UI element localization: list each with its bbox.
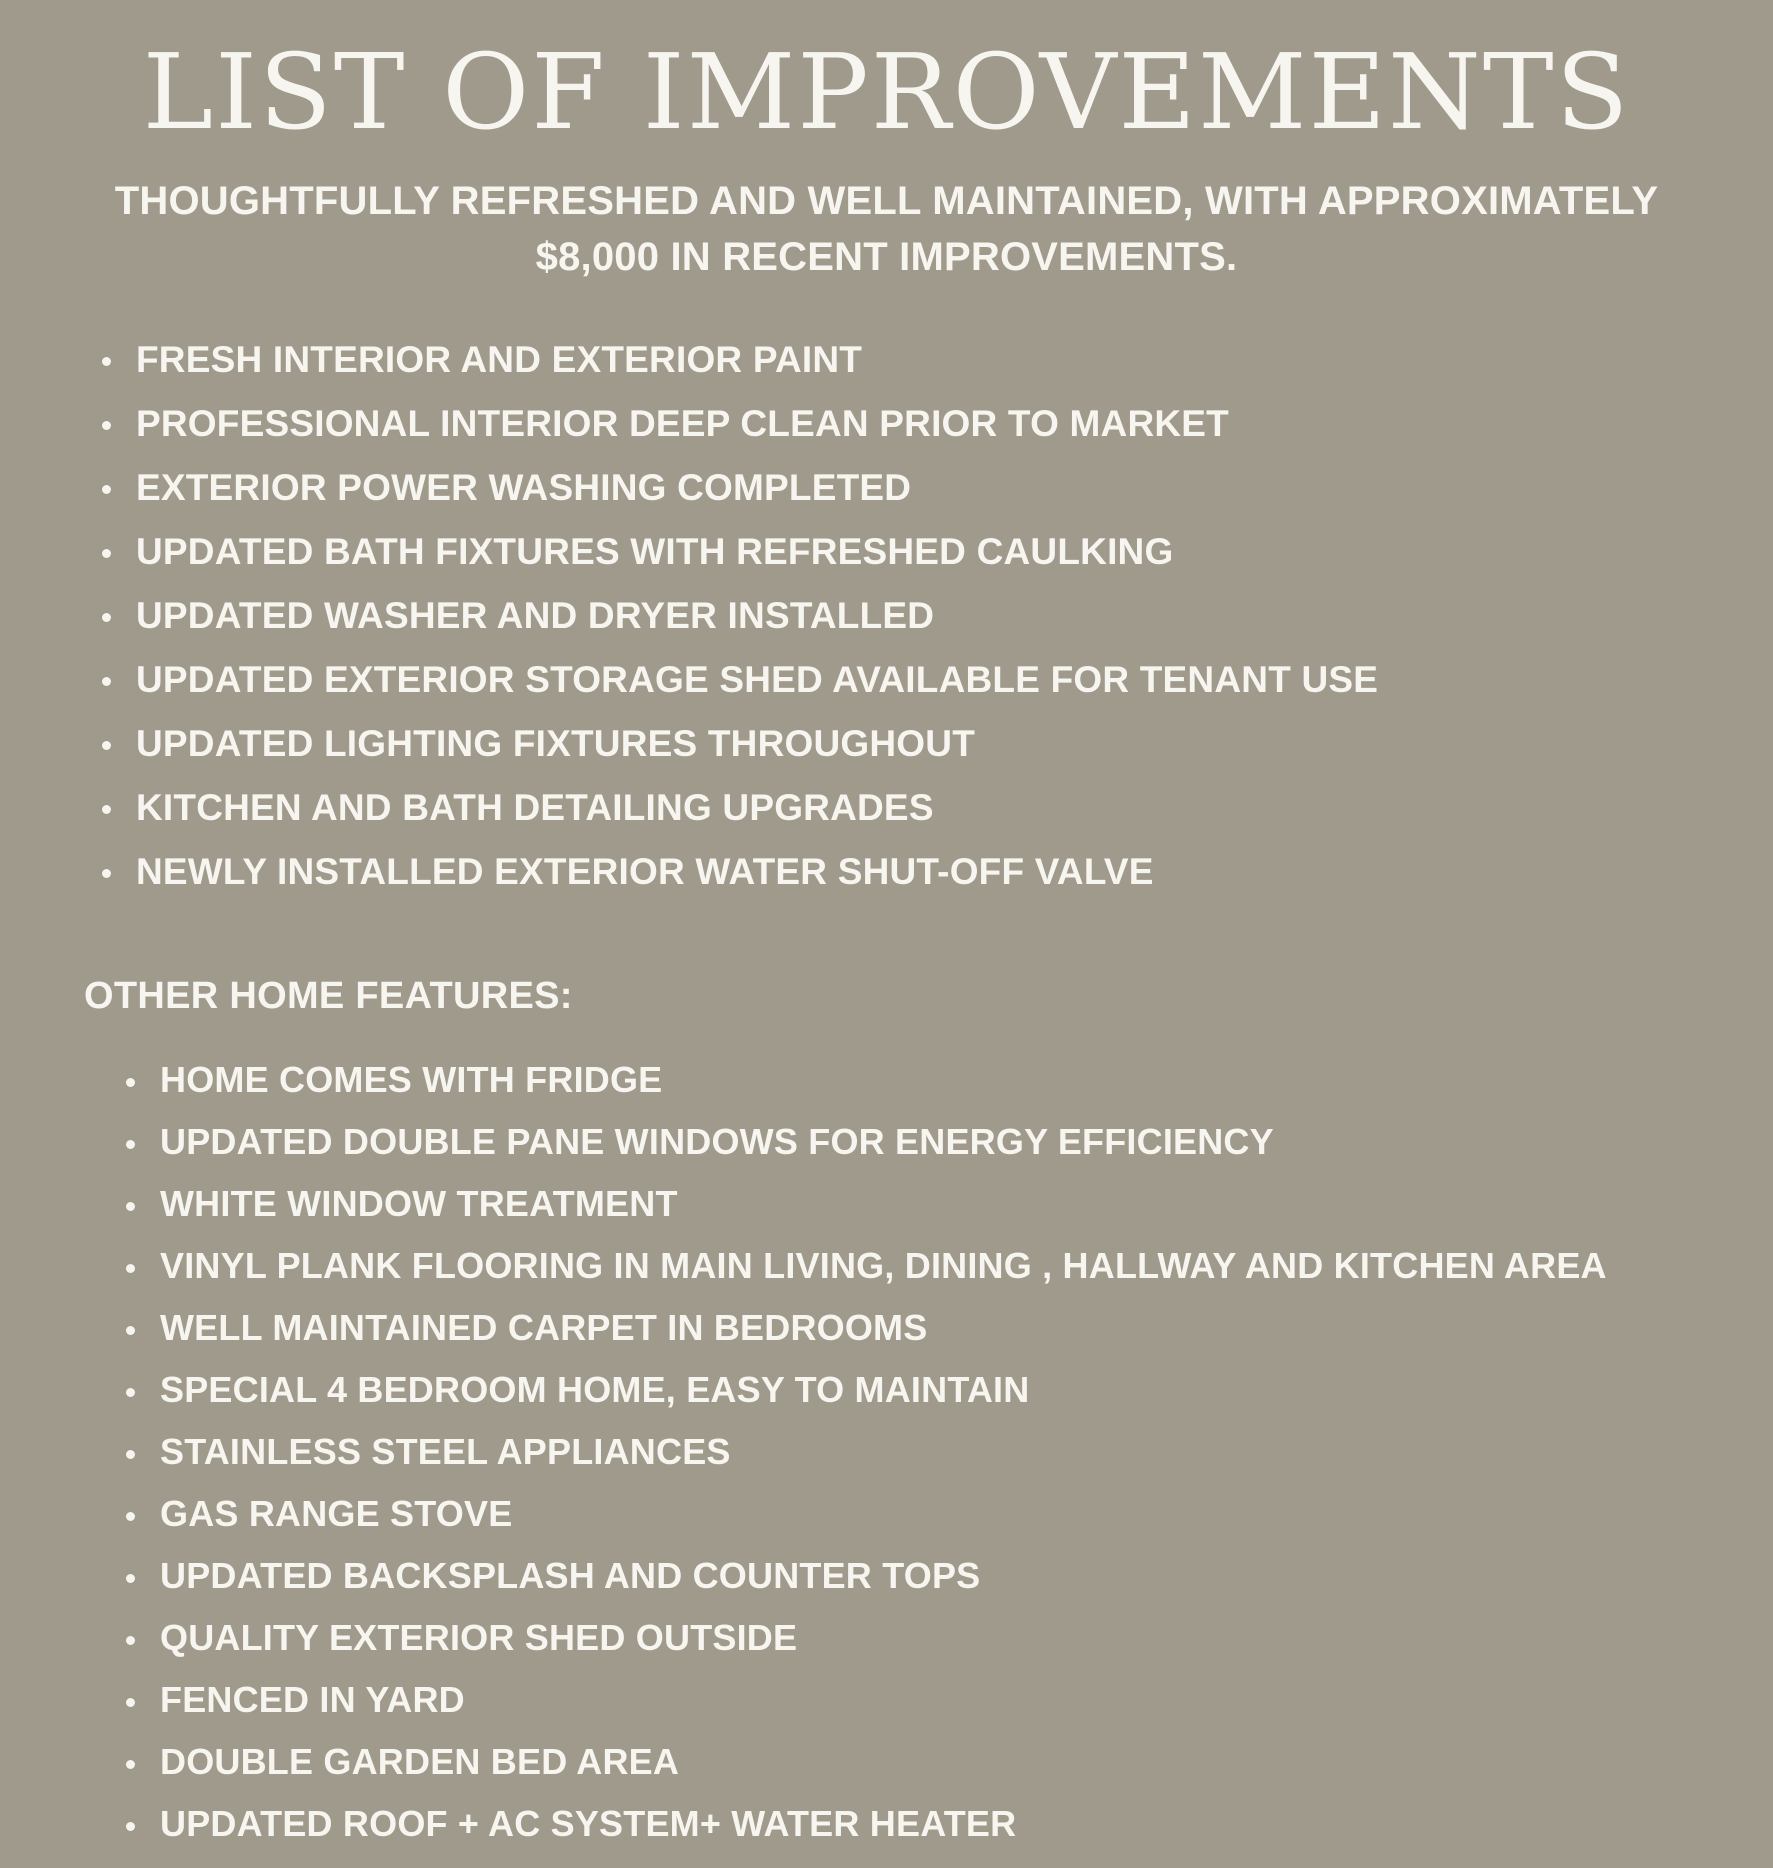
list-item: UPDATED BACKSPLASH AND COUNTER TOPS (112, 1558, 1729, 1594)
list-item: WHITE WINDOW TREATMENT (112, 1186, 1729, 1222)
other-features-heading: OTHER HOME FEATURES: (84, 974, 573, 1017)
improvements-list (88, 338, 1729, 917)
list-item: UPDATED WASHER AND DRYER INSTALLED (88, 597, 1729, 634)
page-subtitle: THOUGHTFULLY REFRESHED AND WELL MAINTAINED, WITH APPROXIMATELY $8,000 IN RECENT IMPROVEMENTS. (114, 179, 1659, 279)
list-item: UPDATED EXTERIOR STORAGE SHED AVAILABLE FOR TENANT USE (88, 661, 1729, 698)
page-title: LIST OF IMPROVEMENTS (142, 31, 1631, 153)
list-item: UPDATED BATH FIXTURES WITH REFRESHED CAULKING (88, 533, 1729, 570)
list-item: DOUBLE GARDEN BED AREA (112, 1744, 1729, 1780)
list-item: EXTERIOR POWER WASHING COMPLETED (88, 469, 1729, 506)
other-features-list (112, 1058, 1729, 1868)
list-item: UPDATED ROOF + AC SYSTEM+ WATER HEATER (112, 1806, 1729, 1842)
list-item: NEWLY INSTALLED EXTERIOR WATER SHUT-OFF VALVE (88, 853, 1729, 890)
list-item: FENCED IN YARD (112, 1682, 1729, 1718)
list-item: UPDATED LIGHTING FIXTURES THROUGHOUT (88, 725, 1729, 762)
list-item: VINYL PLANK FLOORING IN MAIN LIVING, DINING , HALLWAY AND KITCHEN AREA (112, 1248, 1729, 1284)
list-item: PROFESSIONAL INTERIOR DEEP CLEAN PRIOR TO MARKET (88, 405, 1729, 442)
list-item: UPDATED DOUBLE PANE WINDOWS FOR ENERGY EFFICIENCY (112, 1124, 1729, 1160)
list-item: FRESH INTERIOR AND EXTERIOR PAINT (88, 341, 1729, 378)
list-item: KITCHEN AND BATH DETAILING UPGRADES (88, 789, 1729, 826)
list-item: WELL MAINTAINED CARPET IN BEDROOMS (112, 1310, 1729, 1346)
list-item: HOME COMES WITH FRIDGE (112, 1062, 1729, 1098)
list-item: STAINLESS STEEL APPLIANCES (112, 1434, 1729, 1470)
list-item: GAS RANGE STOVE (112, 1496, 1729, 1532)
list-item: SPECIAL 4 BEDROOM HOME, EASY TO MAINTAIN (112, 1372, 1729, 1408)
list-item: QUALITY EXTERIOR SHED OUTSIDE (112, 1620, 1729, 1656)
